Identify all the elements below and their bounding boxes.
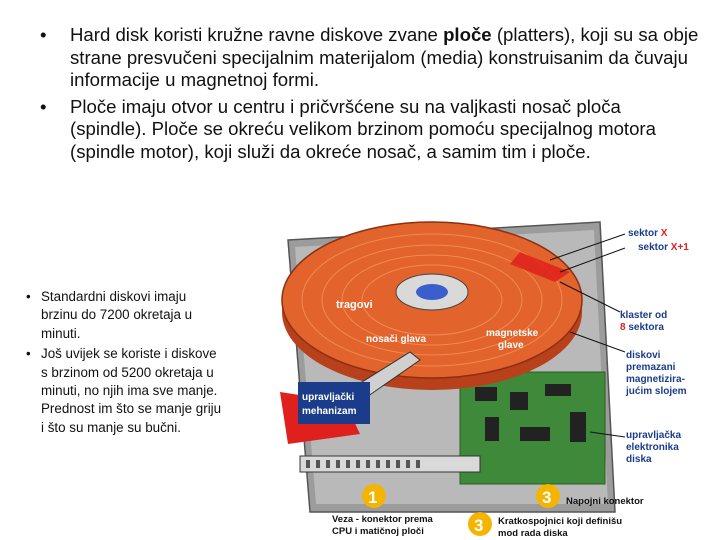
label-cluster-1: klaster od	[620, 310, 668, 321]
label-jumpers-2: mod rada diska	[498, 528, 568, 539]
main-bullet-2	[40, 96, 700, 164]
label-bus-connector-1: Veza - konektor prema	[332, 514, 433, 525]
label-cluster-rest: sektora	[625, 322, 664, 333]
main-bullet-1	[40, 24, 700, 92]
main-bullet-1-bold: ploče	[443, 24, 492, 45]
main-bullet-list	[40, 24, 700, 167]
side-bullet-1	[26, 288, 226, 343]
bullet-dot: •	[26, 289, 31, 304]
label-jumpers-1: Kratkospojnici koji definišu	[498, 516, 623, 527]
label-sector-x-suffix: X	[660, 228, 668, 239]
label-mag-heads-1: magnetske	[486, 328, 539, 339]
badge-1: 1	[368, 488, 378, 507]
hard-disk-diagram	[270, 212, 710, 540]
badge-3b: 3	[474, 516, 484, 535]
label-actuator-2: mehanizam	[302, 406, 357, 417]
label-head-carrier: nosači glava	[366, 334, 427, 345]
actuator-box	[298, 382, 370, 424]
label-tracks: tragovi	[336, 299, 373, 311]
bullet-dot: •	[40, 95, 47, 117]
label-actuator-1: upravljački	[302, 392, 355, 403]
label-disks-2: premazani	[626, 362, 676, 373]
label-cluster-2	[620, 322, 664, 333]
label-power-connector: Napojni konektor	[566, 496, 644, 507]
badge-3a: 3	[542, 488, 552, 507]
label-electronics-2: elektronika	[626, 442, 679, 453]
label-sector-x	[628, 228, 668, 239]
label-bus-connector-2: CPU i matičnoj ploči	[332, 526, 424, 537]
label-sector-x-prefix: sektor	[628, 228, 661, 239]
main-bullet-1-post: (platters), koji su sa obje strane presvučeni specijalnim materijalom (media) konstruisanim da čuvaju informacije u magnetnoj formi.	[70, 24, 699, 90]
bullet-dot: •	[26, 346, 31, 362]
label-disks-1: diskovi	[626, 350, 661, 361]
label-sector-x1-prefix: sektor	[638, 242, 671, 253]
label-disks-3: magnetizira-	[626, 374, 685, 385]
spindle-inner	[416, 284, 448, 300]
side-bullet-list	[26, 288, 226, 439]
label-electronics-3: diska	[626, 454, 652, 465]
label-disks-4: jućim slojem	[626, 386, 687, 397]
label-sector-x1	[638, 242, 689, 253]
side-bullet-2-text: Još uvijek se koriste i diskove s brzinom od 5200 okretaja u minuti, no njih ima sve manje. Prednost im što se manje griju i što su manje su bučni.	[41, 346, 222, 435]
label-cluster-num: 8	[620, 322, 626, 333]
label-sector-x1-suffix: X+1	[670, 242, 689, 253]
main-bullet-1-pre: Hard disk koristi kružne ravne diskove zvane	[70, 24, 444, 45]
bullet-dot: •	[40, 24, 47, 45]
label-electronics-1: upravljačka	[626, 430, 682, 441]
side-bullet-2	[26, 345, 226, 437]
label-mag-heads-2: glave	[498, 340, 524, 351]
main-bullet-2-text: Ploče imaju otvor u centru i pričvršćene su na valjkasti nosač ploča (spindle). Ploče se okreću velikom brzinom pomoću specijalnog motora (spindle motor), koji služi da okreće nosač, a samim tim i ploče.	[70, 95, 656, 162]
side-bullet-1-text: Standardni diskovi imaju brzinu do 7200 okretaja u minuti.	[41, 289, 193, 341]
